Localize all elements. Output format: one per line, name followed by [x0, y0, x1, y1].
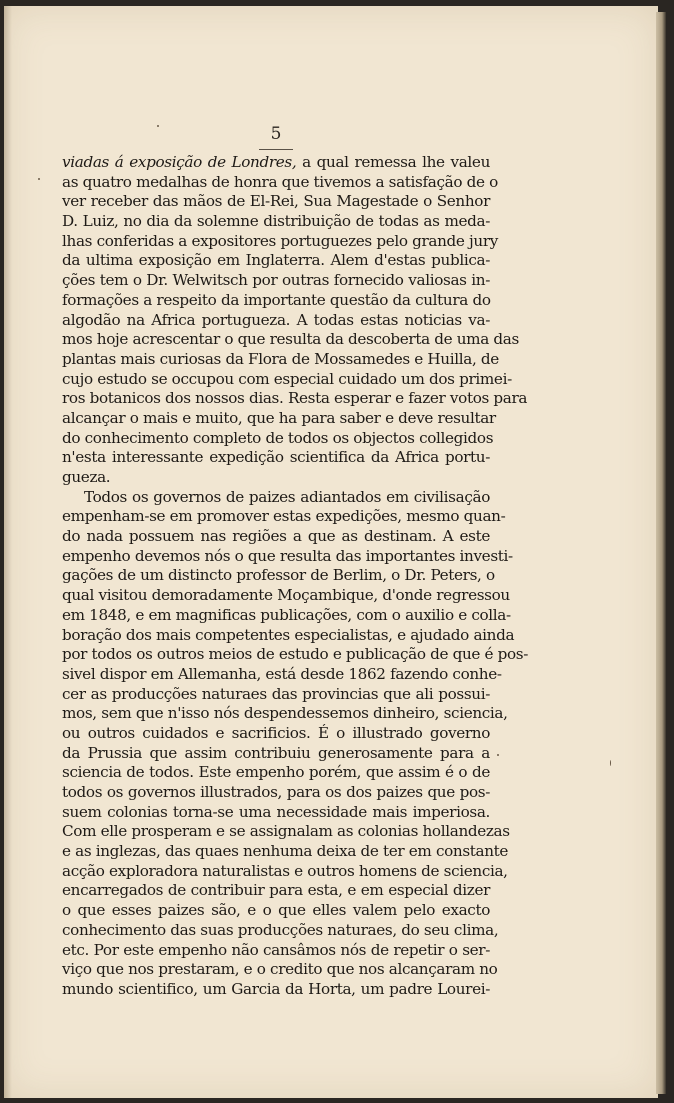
paper-speck	[497, 754, 499, 756]
text-line: D. Luiz, no dia da solemne distribuição de todas as meda-	[62, 212, 490, 231]
text-line: cer as producções naturaes das provincias que ali possui-	[62, 684, 490, 703]
page-number: 5	[270, 124, 282, 144]
text-line: conhecimento das suas producções naturaes, do seu clima,	[62, 920, 499, 939]
text-line: encarregados de contribuir para esta, e em especial dizer	[62, 881, 490, 900]
text-line: da ultima exposição em Inglaterra. Alem d'estas publica-	[62, 251, 490, 270]
text-line: ver receber das mãos de El-Rei, Sua Magestade o Senhor	[62, 192, 490, 211]
body-text	[62, 153, 529, 1000]
text-line: empenho devemos nós o que resulta das importantes investi-	[62, 546, 513, 565]
text-line: e as inglezas, das quaes nenhuma deixa de ter em constante	[62, 842, 509, 861]
page-edge	[656, 12, 666, 1094]
text-line: alcançar o mais e muito, que ha para saber e deve resultar	[62, 408, 496, 427]
text-line: viço que nos prestaram, e o credito que nos alcançaram no	[62, 960, 498, 979]
text-line: Com elle prosperam e se assignalam as colonias hollandezas	[62, 822, 510, 841]
text-line: sivel dispor em Allemanha, está desde 1862 fazendo conhe-	[62, 664, 502, 683]
text-line: mos, sem que n'isso nós despendessemos dinheiro, sciencia,	[62, 704, 508, 723]
text-line: gações de um distincto professor de Berlim, o Dr. Peters, o	[62, 566, 495, 585]
page-number-rule	[259, 149, 293, 150]
text-line: suem colonias torna-se uma necessidade mais imperiosa.	[62, 802, 490, 821]
paragraph	[62, 487, 529, 1000]
text-line: mos hoje acrescentar o que resulta da descoberta de uma das	[62, 330, 519, 349]
text-line: formações a respeito da importante questão da cultura do	[62, 290, 491, 309]
text-line: em 1848, e em magnificas publicações, com o auxilio e colla-	[62, 605, 511, 624]
text-line: empenham-se em promover estas expedições, mesmo quan-	[62, 507, 506, 526]
text-line: qual visitou demoradamente Moçambique, d'onde regressou	[62, 586, 510, 605]
text-line: do conhecimento completo de todos os objectos collegidos	[62, 428, 494, 447]
paper-speck	[157, 125, 159, 127]
binding-shadow	[4, 6, 12, 1098]
text-line: Todos os governos de paizes adiantados em civilisação	[84, 487, 490, 506]
text-line: por todos os outros meios de estudo e publicação de que é pos-	[62, 645, 529, 664]
text-line: da Prussia que assim contribuiu generosamente para a	[62, 743, 490, 762]
text-line: mundo scientifico, um Garcia da Horta, um padre Lourei-	[62, 979, 490, 998]
paragraph	[62, 153, 528, 488]
text-line: lhas conferidas a expositores portuguezes pelo grande jury	[62, 231, 498, 250]
text-line: plantas mais curiosas da Flora de Mossamedes e Huilla, de	[62, 349, 499, 368]
text-line: ou outros cuidados e sacrificios. É o illustrado governo	[62, 723, 490, 742]
text-line: n'esta interessante expedição scientifica da Africa portu-	[62, 448, 490, 467]
text-line: viadas á exposição de Londres, a qual remessa lhe valeu	[62, 153, 490, 171]
text-line: gueza.	[62, 468, 111, 486]
text-line: etc. Por este empenho não cansâmos nós de repetir o ser-	[62, 940, 490, 959]
paper-speck	[610, 760, 611, 766]
text-line: ções tem o Dr. Welwitsch por outras fornecido valiosas in-	[62, 271, 490, 290]
text-line: as quatro medalhas de honra que tivemos a satisfação de o	[62, 172, 498, 191]
text-line: cujo estudo se occupou com especial cuidado um dos primei-	[62, 369, 512, 388]
text-line: sciencia de todos. Este empenho porém, que assim é o de	[62, 763, 490, 782]
text-line: do nada possuem nas regiões a que as destinam. A este	[62, 527, 490, 546]
text-line: acção exploradora naturalistas e outros homens de sciencia,	[62, 861, 508, 880]
text-line: ros botanicos dos nossos dias. Resta esperar e fazer votos para	[62, 389, 528, 408]
text-line: todos os governos illustrados, para os dos paizes que pos-	[62, 783, 490, 801]
text-line: algodão na Africa portugueza. A todas estas noticias va-	[62, 310, 490, 329]
text-line: boração dos mais competentes especialistas, e ajudado ainda	[62, 625, 515, 644]
text-line: o que esses paizes são, e o que elles valem pelo exacto	[62, 901, 490, 920]
italic-title: viadas á exposição de Londres,	[62, 153, 297, 171]
paper-speck	[38, 178, 40, 180]
